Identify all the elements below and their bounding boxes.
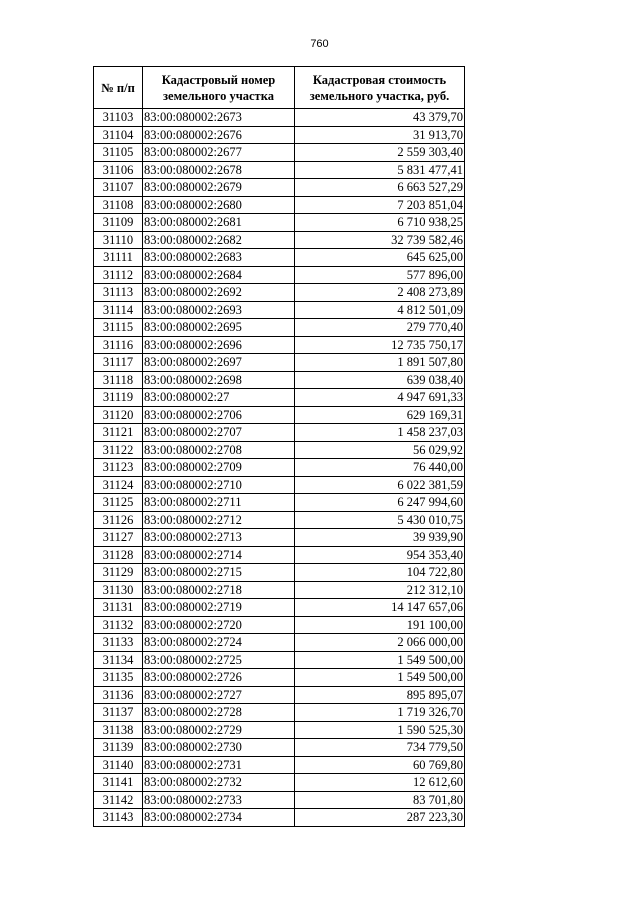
table-row (94, 109, 465, 127)
row-number-cell: 31111 (94, 249, 143, 267)
row-number-cell: 31116 (94, 336, 143, 354)
row-number-cell: 31129 (94, 564, 143, 582)
cadastral-value-cell: 1 458 237,03 (295, 424, 465, 442)
row-number-cell: 31125 (94, 494, 143, 512)
header-cadastral-value-line2: земельного участка, руб. (309, 88, 450, 103)
row-number-cell: 31134 (94, 651, 143, 669)
cadastral-value-cell: 39 939,90 (295, 529, 465, 547)
header-cadastral-value (295, 67, 465, 109)
table-row (94, 249, 465, 267)
table-row (94, 651, 465, 669)
cadastral-number-cell: 83:00:080002:2682 (143, 231, 295, 249)
cadastral-number-cell: 83:00:080002:2683 (143, 249, 295, 267)
cadastral-value-cell: 2 066 000,00 (295, 634, 465, 652)
cadastral-number-cell: 83:00:080002:2684 (143, 266, 295, 284)
cadastral-number-cell: 83:00:080002:2724 (143, 634, 295, 652)
row-number-cell: 31103 (94, 109, 143, 127)
row-number-cell: 31127 (94, 529, 143, 547)
row-number-cell: 31115 (94, 319, 143, 337)
row-number-cell: 31141 (94, 774, 143, 792)
cadastral-value-cell: 5 430 010,75 (295, 511, 465, 529)
cadastral-value-cell: 1 549 500,00 (295, 651, 465, 669)
cadastral-value-cell: 104 722,80 (295, 564, 465, 582)
table-row (94, 704, 465, 722)
cadastral-value-cell: 60 769,80 (295, 756, 465, 774)
table-row (94, 564, 465, 582)
cadastral-value-cell: 1 590 525,30 (295, 721, 465, 739)
cadastral-number-cell: 83:00:080002:2714 (143, 546, 295, 564)
table-row (94, 529, 465, 547)
row-number-cell: 31106 (94, 161, 143, 179)
cadastral-value-cell: 629 169,31 (295, 406, 465, 424)
cadastral-number-cell: 83:00:080002:2708 (143, 441, 295, 459)
cadastral-number-cell: 83:00:080002:2726 (143, 669, 295, 687)
row-number-cell: 31143 (94, 809, 143, 827)
row-number-cell: 31130 (94, 581, 143, 599)
cadastral-number-cell: 83:00:080002:2696 (143, 336, 295, 354)
row-number-cell: 31104 (94, 126, 143, 144)
cadastral-value-cell: 76 440,00 (295, 459, 465, 477)
table-row (94, 721, 465, 739)
cadastral-number-cell: 83:00:080002:27 (143, 389, 295, 407)
cadastral-number-cell: 83:00:080002:2712 (143, 511, 295, 529)
table-row (94, 266, 465, 284)
cadastral-number-cell: 83:00:080002:2680 (143, 196, 295, 214)
cadastral-number-cell: 83:00:080002:2695 (143, 319, 295, 337)
cadastral-value-cell: 2 559 303,40 (295, 144, 465, 162)
row-number-cell: 31137 (94, 704, 143, 722)
cadastral-number-cell: 83:00:080002:2730 (143, 739, 295, 757)
cadastral-value-cell: 639 038,40 (295, 371, 465, 389)
table-row (94, 424, 465, 442)
cadastral-number-cell: 83:00:080002:2692 (143, 284, 295, 302)
cadastral-value-cell: 645 625,00 (295, 249, 465, 267)
header-cadastral-value-line1: Кадастровая стоимость (312, 72, 447, 87)
cadastral-value-cell: 7 203 851,04 (295, 196, 465, 214)
row-number-cell: 31120 (94, 406, 143, 424)
table-row (94, 354, 465, 372)
row-number-cell: 31122 (94, 441, 143, 459)
row-number-cell: 31132 (94, 616, 143, 634)
cadastral-number-cell: 83:00:080002:2673 (143, 109, 295, 127)
table-row (94, 389, 465, 407)
table-row (94, 809, 465, 827)
table-row (94, 739, 465, 757)
row-number-cell: 31124 (94, 476, 143, 494)
table-row (94, 371, 465, 389)
cadastral-value-table (93, 66, 465, 827)
table-row (94, 196, 465, 214)
cadastral-number-cell: 83:00:080002:2733 (143, 791, 295, 809)
cadastral-value-cell: 6 022 381,59 (295, 476, 465, 494)
cadastral-value-cell: 1 891 507,80 (295, 354, 465, 372)
table-row (94, 581, 465, 599)
cadastral-number-cell: 83:00:080002:2676 (143, 126, 295, 144)
cadastral-number-cell: 83:00:080002:2706 (143, 406, 295, 424)
page-number: 760 (310, 38, 329, 50)
cadastral-value-cell: 1 719 326,70 (295, 704, 465, 722)
cadastral-value-cell: 734 779,50 (295, 739, 465, 757)
cadastral-value-cell: 32 739 582,46 (295, 231, 465, 249)
cadastral-value-cell: 12 612,60 (295, 774, 465, 792)
cadastral-number-cell: 83:00:080002:2732 (143, 774, 295, 792)
cadastral-number-cell: 83:00:080002:2734 (143, 809, 295, 827)
table-row (94, 774, 465, 792)
cadastral-number-cell: 83:00:080002:2727 (143, 686, 295, 704)
cadastral-number-cell: 83:00:080002:2710 (143, 476, 295, 494)
table-row (94, 179, 465, 197)
cadastral-number-cell: 83:00:080002:2731 (143, 756, 295, 774)
table-row (94, 301, 465, 319)
table-row (94, 441, 465, 459)
table-row (94, 511, 465, 529)
cadastral-number-cell: 83:00:080002:2729 (143, 721, 295, 739)
cadastral-value-cell: 4 947 691,33 (295, 389, 465, 407)
cadastral-number-cell: 83:00:080002:2728 (143, 704, 295, 722)
cadastral-number-cell: 83:00:080002:2677 (143, 144, 295, 162)
table-row (94, 756, 465, 774)
row-number-cell: 31136 (94, 686, 143, 704)
cadastral-number-cell: 83:00:080002:2679 (143, 179, 295, 197)
cadastral-number-cell: 83:00:080002:2678 (143, 161, 295, 179)
cadastral-number-cell: 83:00:080002:2711 (143, 494, 295, 512)
cadastral-value-cell: 279 770,40 (295, 319, 465, 337)
cadastral-value-cell: 83 701,80 (295, 791, 465, 809)
table-row (94, 669, 465, 687)
row-number-cell: 31133 (94, 634, 143, 652)
table-row (94, 161, 465, 179)
cadastral-value-cell: 6 663 527,29 (295, 179, 465, 197)
row-number-cell: 31112 (94, 266, 143, 284)
row-number-cell: 31107 (94, 179, 143, 197)
cadastral-number-cell: 83:00:080002:2725 (143, 651, 295, 669)
row-number-cell: 31114 (94, 301, 143, 319)
header-cadastral-number-line1: Кадастровый номер (161, 72, 276, 87)
row-number-cell: 31126 (94, 511, 143, 529)
cadastral-value-cell: 56 029,92 (295, 441, 465, 459)
row-number-cell: 31128 (94, 546, 143, 564)
row-number-cell: 31118 (94, 371, 143, 389)
cadastral-value-cell: 2 408 273,89 (295, 284, 465, 302)
cadastral-number-cell: 83:00:080002:2707 (143, 424, 295, 442)
header-cadastral-number (143, 67, 295, 109)
cadastral-value-cell: 4 812 501,09 (295, 301, 465, 319)
table-row (94, 284, 465, 302)
cadastral-value-cell: 43 379,70 (295, 109, 465, 127)
cadastral-value-cell: 895 895,07 (295, 686, 465, 704)
table-row (94, 406, 465, 424)
table-row (94, 476, 465, 494)
row-number-cell: 31108 (94, 196, 143, 214)
cadastral-number-cell: 83:00:080002:2697 (143, 354, 295, 372)
cadastral-value-cell: 6 710 938,25 (295, 214, 465, 232)
table-row (94, 546, 465, 564)
table-row (94, 686, 465, 704)
cadastral-number-cell: 83:00:080002:2709 (143, 459, 295, 477)
cadastral-number-cell: 83:00:080002:2693 (143, 301, 295, 319)
table-row (94, 126, 465, 144)
table-row (94, 214, 465, 232)
table-row (94, 144, 465, 162)
cadastral-value-cell: 14 147 657,06 (295, 599, 465, 617)
row-number-cell: 31110 (94, 231, 143, 249)
cadastral-number-cell: 83:00:080002:2713 (143, 529, 295, 547)
table-row (94, 336, 465, 354)
cadastral-value-cell: 954 353,40 (295, 546, 465, 564)
cadastral-value-cell: 191 100,00 (295, 616, 465, 634)
cadastral-number-cell: 83:00:080002:2681 (143, 214, 295, 232)
row-number-cell: 31140 (94, 756, 143, 774)
row-number-cell: 31123 (94, 459, 143, 477)
cadastral-value-cell: 212 312,10 (295, 581, 465, 599)
cadastral-value-cell: 5 831 477,41 (295, 161, 465, 179)
cadastral-value-cell: 577 896,00 (295, 266, 465, 284)
table-row (94, 319, 465, 337)
cadastral-number-cell: 83:00:080002:2720 (143, 616, 295, 634)
row-number-cell: 31117 (94, 354, 143, 372)
table-header-row (94, 67, 465, 109)
cadastral-number-cell: 83:00:080002:2719 (143, 599, 295, 617)
row-number-cell: 31131 (94, 599, 143, 617)
row-number-cell: 31142 (94, 791, 143, 809)
header-row-number (94, 67, 143, 109)
table-row (94, 459, 465, 477)
table-row (94, 634, 465, 652)
cadastral-value-cell: 12 735 750,17 (295, 336, 465, 354)
row-number-cell: 31138 (94, 721, 143, 739)
row-number-cell: 31105 (94, 144, 143, 162)
header-cadastral-number-line2: земельного участка (163, 88, 274, 103)
cadastral-number-cell: 83:00:080002:2698 (143, 371, 295, 389)
cadastral-value-cell: 1 549 500,00 (295, 669, 465, 687)
table-row (94, 791, 465, 809)
row-number-cell: 31139 (94, 739, 143, 757)
cadastral-number-cell: 83:00:080002:2718 (143, 581, 295, 599)
table-row (94, 231, 465, 249)
header-row-number-label: № п/п (101, 80, 135, 95)
cadastral-value-cell: 287 223,30 (295, 809, 465, 827)
table-row (94, 599, 465, 617)
row-number-cell: 31119 (94, 389, 143, 407)
row-number-cell: 31113 (94, 284, 143, 302)
cadastral-value-cell: 31 913,70 (295, 126, 465, 144)
cadastral-number-cell: 83:00:080002:2715 (143, 564, 295, 582)
table-row (94, 616, 465, 634)
table-body (94, 109, 465, 827)
row-number-cell: 31121 (94, 424, 143, 442)
cadastral-value-cell: 6 247 994,60 (295, 494, 465, 512)
row-number-cell: 31135 (94, 669, 143, 687)
row-number-cell: 31109 (94, 214, 143, 232)
table-row (94, 494, 465, 512)
